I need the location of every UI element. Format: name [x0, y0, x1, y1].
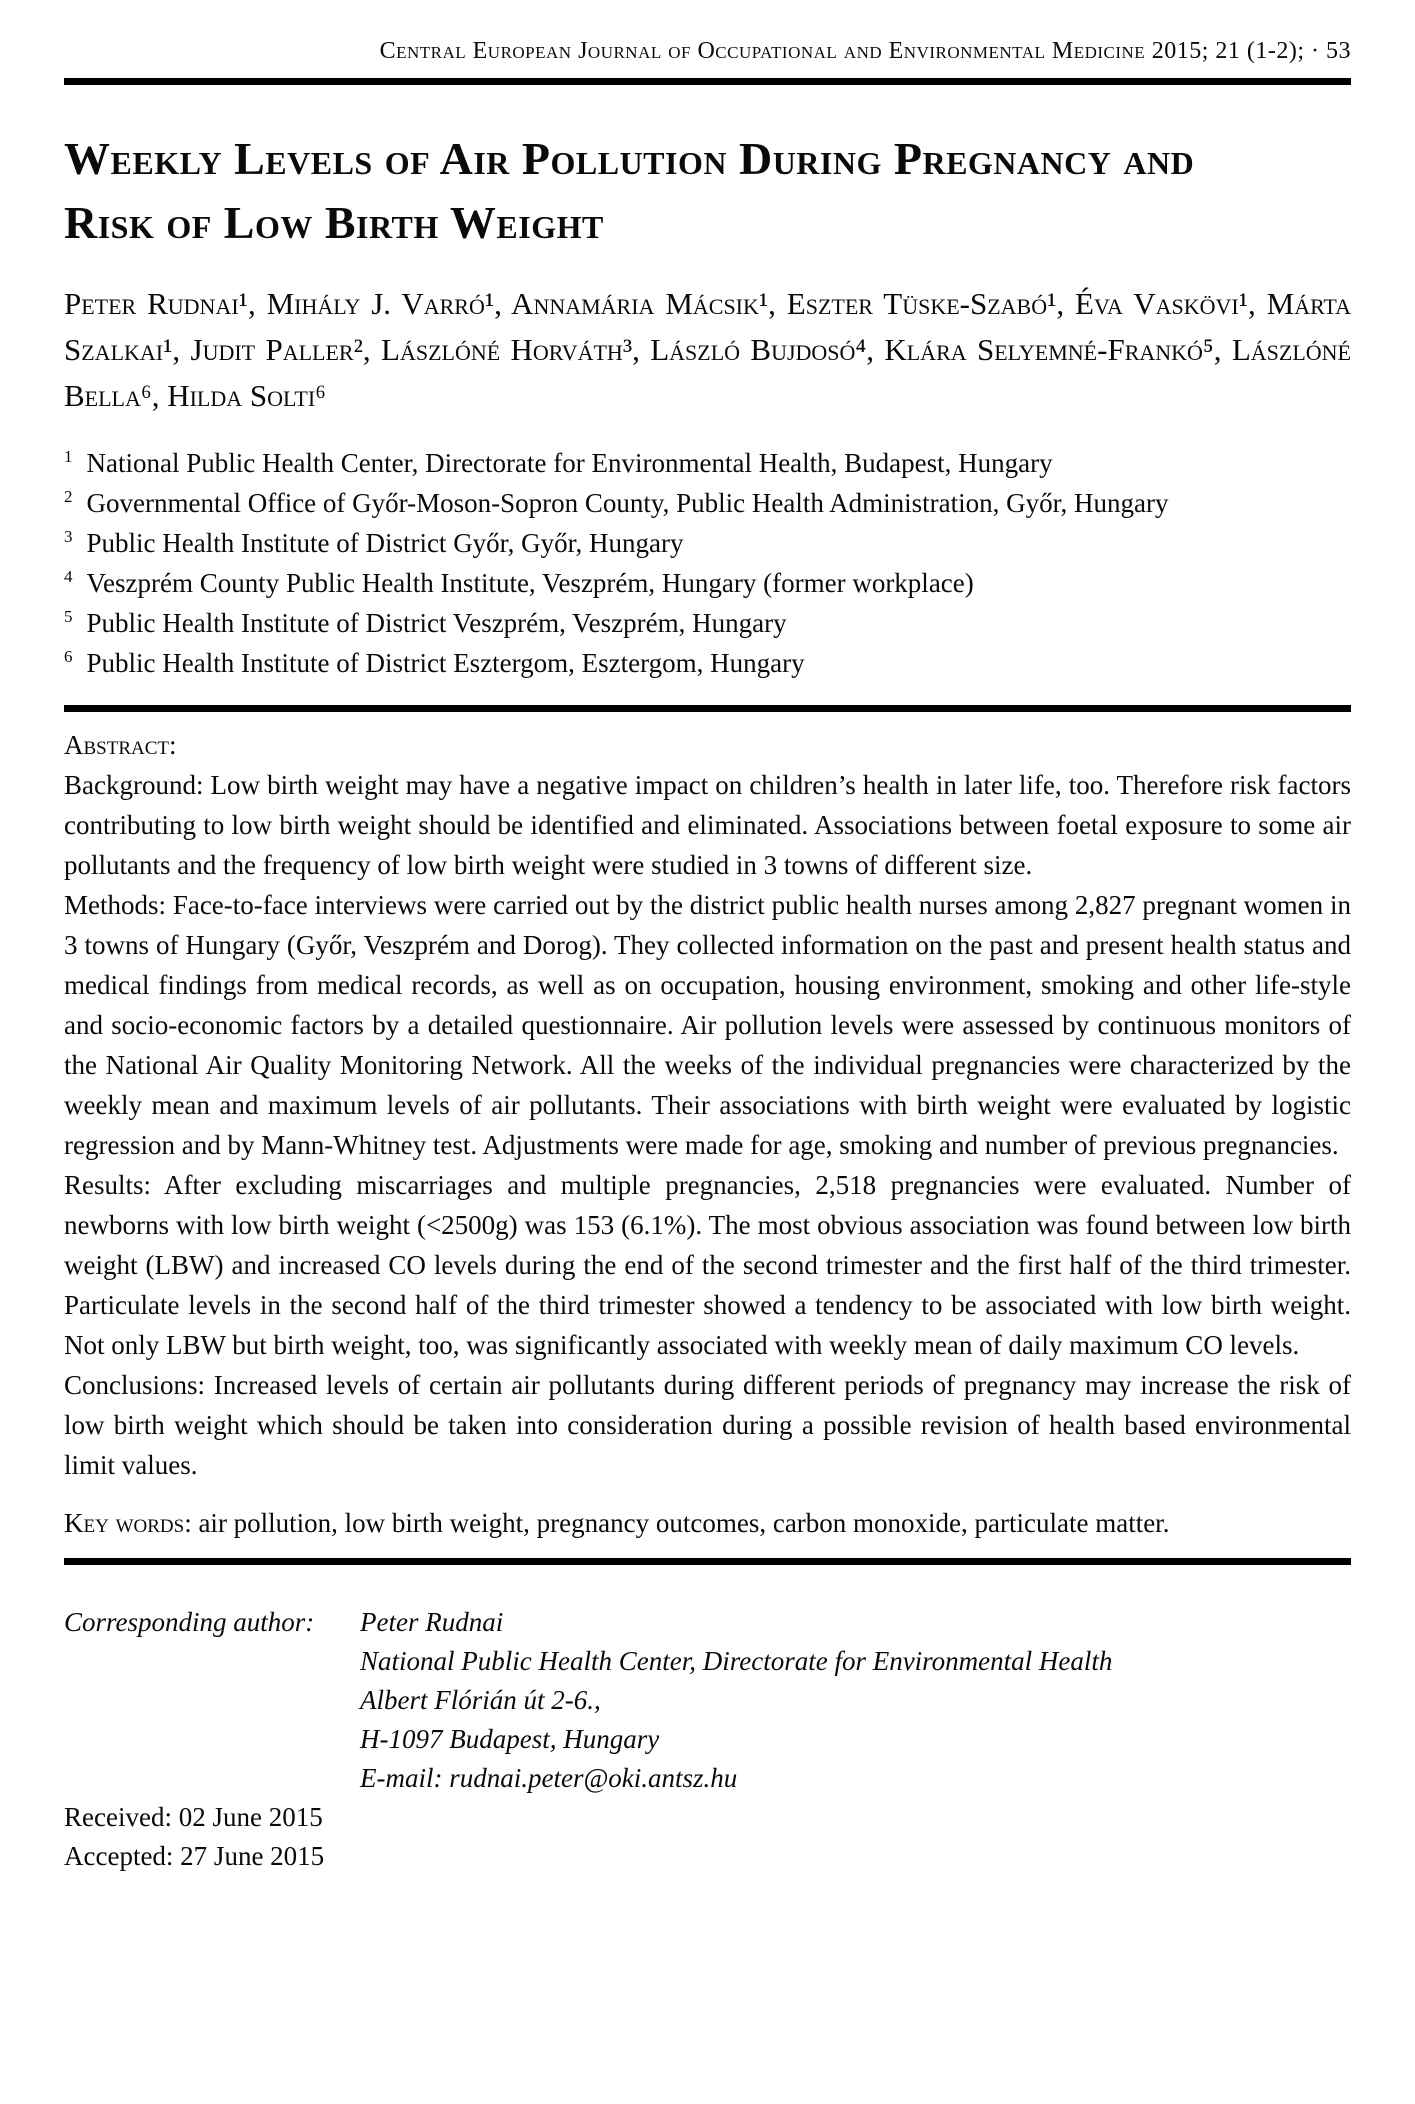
corresponding-author-institution: National Public Health Center, Directorate for Environmental Health [360, 1646, 1113, 1676]
abstract-methods-paragraph: Methods: Face-to-face interviews were carried out by the district public health nurses among 2,827 pregnant women in 3 towns of Hungary (Győr, Veszprém and Dorog). They collected information on the past and present health status and medical findings from medical records, as well as on occupation, housing environment, smoking and other life-style and socio-economic factors by a detailed questionnaire. Air pollution levels were assessed by continuous monitors of the National Air Quality Monitoring Network. All the weeks of the individual pregnancies were characterized by the weekly mean and maximum levels of air pollutants. Their associations with birth weight were evaluated by logistic regression and by Mann-Whitney test. Adjustments were made for age, smoking and number of previous pregnancies. [64, 890, 1351, 1160]
affiliation-number: 5 [64, 607, 73, 626]
keywords-bottom-rule [64, 1558, 1351, 1565]
affiliation-number: 2 [64, 487, 73, 506]
affiliation-item [64, 603, 1351, 643]
corresponding-author-email: E-mail: rudnai.peter@oki.antsz.hu [360, 1763, 738, 1793]
keywords-text: air pollution, low birth weight, pregnancy outcomes, carbon monoxide, particulate matter. [198, 1508, 1170, 1538]
article-title [64, 127, 1351, 255]
article-title-line1: Weekly Levels of Air Pollution During Pregnancy and [64, 133, 1195, 184]
abstract-conclusions-paragraph: Conclusions: Increased levels of certain air pollutants during different periods of pregnancy may increase the risk of low birth weight which should be taken into consideration during a possible revision of health based environmental limit values. [64, 1370, 1351, 1480]
corresponding-author-street: Albert Flórián út 2-6., [360, 1685, 601, 1715]
affiliation-number: 3 [64, 527, 73, 546]
affiliation-item [64, 643, 1351, 683]
abstract-label: Abstract: [64, 730, 177, 760]
abstract-results-paragraph: Results: After excluding miscarriages and multiple pregnancies, 2,518 pregnancies were evaluated. Number of newborns with low birth weight (<2500g) was 153 (6.1%). The most obvious association was found between low birth weight (LBW) and increased CO levels during the end of the second trimester and the first half of the third trimester. Particulate levels in the second half of the third trimester showed a tendency to be associated with low birth weight. Not only LBW but birth weight, too, was significantly associated with weekly mean of daily maximum CO levels. [64, 1170, 1351, 1360]
keywords-line [64, 1503, 1351, 1543]
affiliation-item [64, 523, 1351, 563]
author-list: Peter Rudnai¹, Mihály J. Varró¹, Annamária Mácsik¹, Eszter Tüske-Szabó¹, Éva Vaskövi¹, Márta Szalkai¹, Judit Paller², Lászlóné Horváth³, László Bujdosó⁴, Klára Selyemné-Frankó⁵, Lászlóné Bella⁶, Hilda Solti⁶ [64, 286, 1351, 413]
header-rule [64, 78, 1351, 85]
keywords-label: Key words: [64, 1508, 192, 1538]
accepted-line: Accepted: 27 June 2015 [64, 1841, 325, 1871]
corresponding-author-block [64, 1603, 1351, 1798]
affiliation-item [64, 563, 1351, 603]
affiliation-item [64, 443, 1351, 483]
affiliation-text: Public Health Institute of District Győr, Győr, Hungary [86, 528, 684, 558]
article-title-line2: Risk of Low Birth Weight [64, 197, 604, 248]
received-line: Received: 02 June 2015 [64, 1802, 323, 1832]
journal-header: Central European Journal of Occupational and Environmental Medicine 2015; 21 (1-2); · 53 [379, 38, 1351, 64]
affiliation-text: Governmental Office of Győr-Moson-Sopron County, Public Health Administration, Győr, Hungary [86, 488, 1169, 518]
affiliation-list [64, 443, 1351, 683]
abstract-top-rule [64, 705, 1351, 712]
corresponding-author-city: H-1097 Budapest, Hungary [360, 1724, 660, 1754]
affiliation-text: National Public Health Center, Directorate for Environmental Health, Budapest, Hungary [86, 448, 1053, 478]
affiliation-text: Veszprém County Public Health Institute, Veszprém, Hungary (former workplace) [86, 568, 974, 598]
affiliation-text: Public Health Institute of District Veszprém, Veszprém, Hungary [86, 608, 787, 638]
corresponding-author-details [360, 1603, 1351, 1798]
affiliation-text: Public Health Institute of District Esztergom, Esztergom, Hungary [86, 648, 805, 678]
corresponding-author-name: Peter Rudnai [360, 1607, 504, 1637]
affiliation-number: 1 [64, 447, 73, 466]
affiliation-item [64, 483, 1351, 523]
affiliation-number: 6 [64, 647, 73, 666]
corresponding-author-label: Corresponding author: [64, 1607, 315, 1637]
abstract-background-paragraph: Background: Low birth weight may have a negative impact on children’s health in later life, too. Therefore risk factors contributing to low birth weight should be identified and eliminated. Associations between foetal exposure to some air pollutants and the frequency of low birth weight were studied in 3 towns of different size. [64, 770, 1351, 880]
affiliation-number: 4 [64, 567, 73, 586]
